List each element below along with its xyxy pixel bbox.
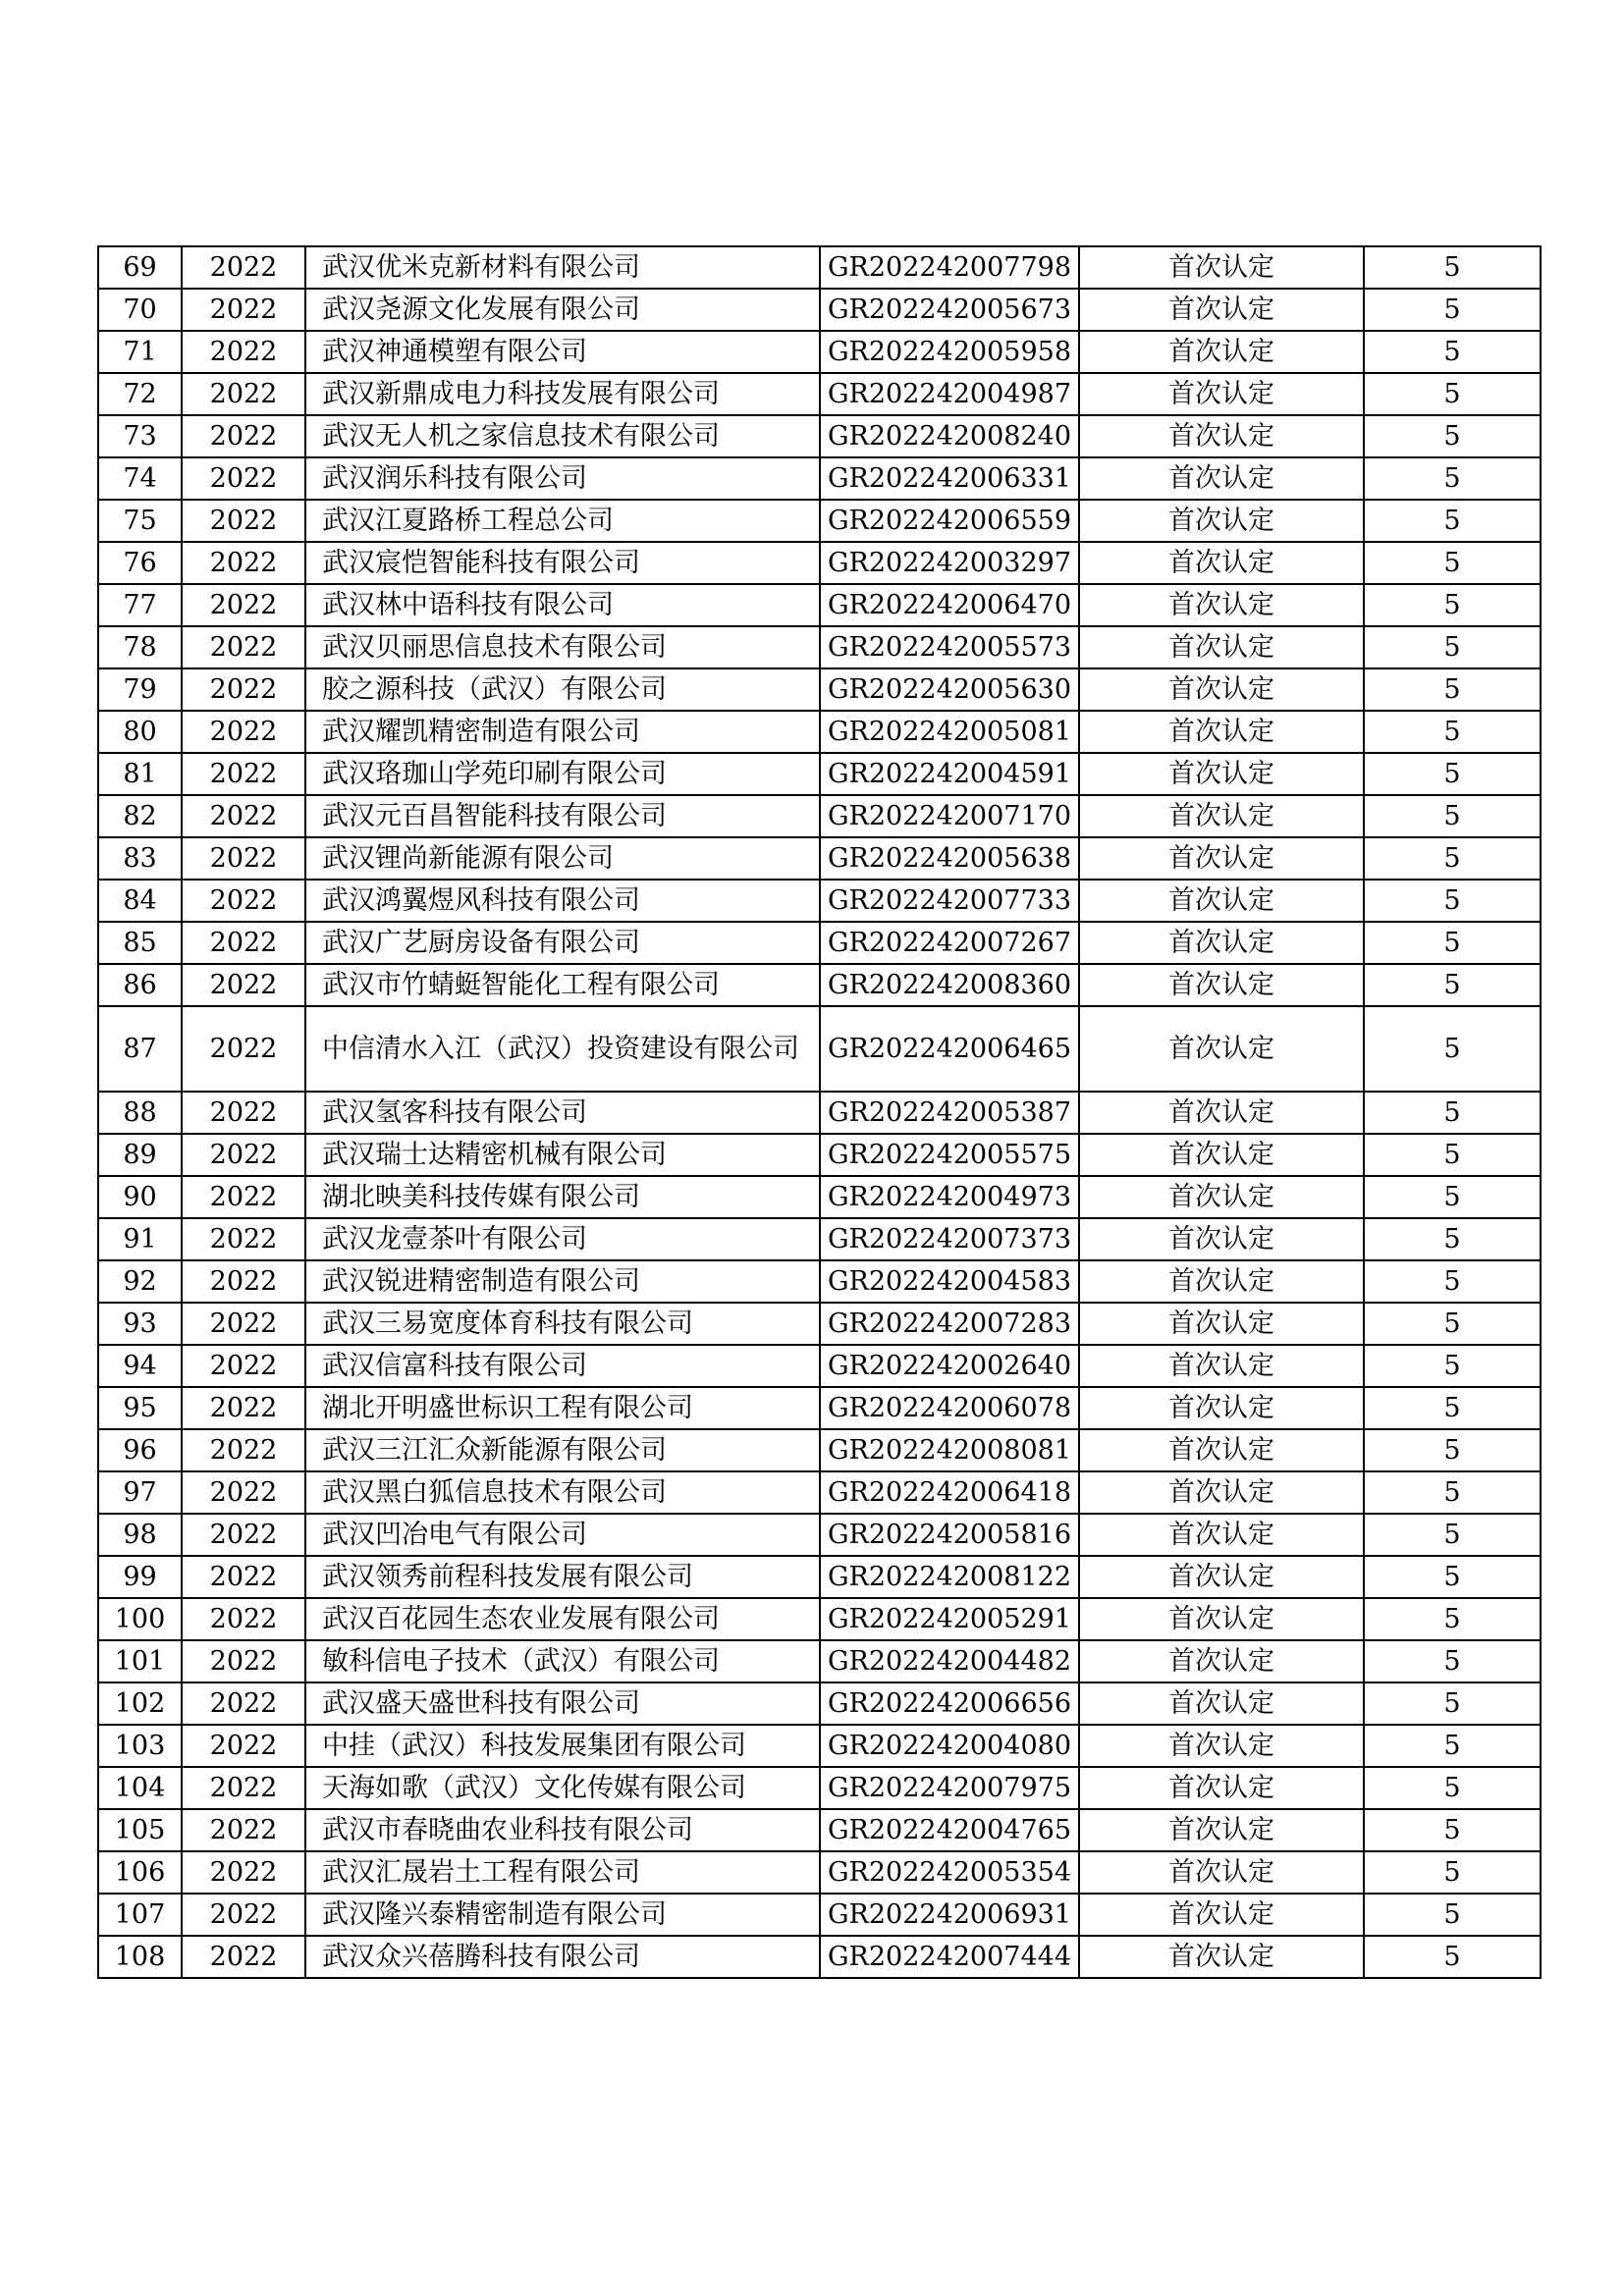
certificate-code-cell: GR202242006078 (820, 1387, 1079, 1429)
year-cell: 2022 (182, 1387, 305, 1429)
year-cell: 2022 (182, 1006, 305, 1092)
row-number-cell: 85 (98, 922, 182, 964)
certification-type-cell: 首次认定 (1079, 373, 1364, 415)
table-row (98, 289, 1541, 331)
count-cell: 5 (1364, 668, 1541, 711)
table-row (98, 1260, 1541, 1303)
certificate-code-cell: GR202242007975 (820, 1767, 1079, 1809)
row-number-cell: 101 (98, 1640, 182, 1682)
count-cell: 5 (1364, 1218, 1541, 1260)
row-number-cell: 107 (98, 1894, 182, 1936)
certification-type-cell: 首次认定 (1079, 795, 1364, 837)
certification-type-cell: 首次认定 (1079, 1556, 1364, 1598)
certificate-code-cell: GR202242006465 (820, 1006, 1079, 1092)
table-row (98, 1471, 1541, 1514)
row-number-cell: 95 (98, 1387, 182, 1429)
row-number-cell: 97 (98, 1471, 182, 1514)
table-row (98, 1936, 1541, 1978)
count-cell: 5 (1364, 1471, 1541, 1514)
table-row (98, 1682, 1541, 1725)
table-row (98, 964, 1541, 1006)
company-name-cell: 武汉三江汇众新能源有限公司 (305, 1429, 820, 1471)
count-cell: 5 (1364, 542, 1541, 584)
row-number-cell: 99 (98, 1556, 182, 1598)
table-row (98, 1598, 1541, 1640)
table-row (98, 1894, 1541, 1936)
count-cell: 5 (1364, 753, 1541, 795)
table-row (98, 1345, 1541, 1387)
count-cell: 5 (1364, 289, 1541, 331)
certificate-code-cell: GR202242004482 (820, 1640, 1079, 1682)
year-cell: 2022 (182, 1260, 305, 1303)
company-name-cell: 武汉瑞士达精密机械有限公司 (305, 1134, 820, 1176)
certificate-code-cell: GR202242006331 (820, 457, 1079, 500)
year-cell: 2022 (182, 1471, 305, 1514)
table-row (98, 668, 1541, 711)
certification-type-cell: 首次认定 (1079, 289, 1364, 331)
table-row (98, 1303, 1541, 1345)
certification-type-cell: 首次认定 (1079, 1598, 1364, 1640)
count-cell: 5 (1364, 1134, 1541, 1176)
company-name-cell: 武汉珞珈山学苑印刷有限公司 (305, 753, 820, 795)
row-number-cell: 73 (98, 415, 182, 457)
year-cell: 2022 (182, 626, 305, 668)
company-name-cell: 湖北映美科技传媒有限公司 (305, 1176, 820, 1218)
certificate-code-cell: GR202242005630 (820, 668, 1079, 711)
row-number-cell: 102 (98, 1682, 182, 1725)
certification-type-cell: 首次认定 (1079, 1851, 1364, 1894)
count-cell: 5 (1364, 331, 1541, 373)
year-cell: 2022 (182, 795, 305, 837)
row-number-cell: 84 (98, 880, 182, 922)
certification-type-cell: 首次认定 (1079, 584, 1364, 626)
year-cell: 2022 (182, 964, 305, 1006)
table-row (98, 1809, 1541, 1851)
company-name-cell: 武汉元百昌智能科技有限公司 (305, 795, 820, 837)
count-cell: 5 (1364, 1429, 1541, 1471)
certification-type-cell: 首次认定 (1079, 500, 1364, 542)
certificate-code-cell: GR202242005673 (820, 289, 1079, 331)
company-name-cell: 武汉贝丽思信息技术有限公司 (305, 626, 820, 668)
certificate-code-cell: GR202242008122 (820, 1556, 1079, 1598)
year-cell: 2022 (182, 1303, 305, 1345)
count-cell: 5 (1364, 1387, 1541, 1429)
year-cell: 2022 (182, 837, 305, 880)
year-cell: 2022 (182, 500, 305, 542)
count-cell: 5 (1364, 711, 1541, 753)
certificate-code-cell: GR202242007798 (820, 246, 1079, 289)
company-name-cell: 武汉黑白狐信息技术有限公司 (305, 1471, 820, 1514)
certification-type-cell: 首次认定 (1079, 1725, 1364, 1767)
count-cell: 5 (1364, 1598, 1541, 1640)
year-cell: 2022 (182, 331, 305, 373)
table-row (98, 753, 1541, 795)
count-cell: 5 (1364, 626, 1541, 668)
year-cell: 2022 (182, 457, 305, 500)
count-cell: 5 (1364, 837, 1541, 880)
year-cell: 2022 (182, 922, 305, 964)
company-name-cell: 武汉无人机之家信息技术有限公司 (305, 415, 820, 457)
certificate-code-cell: GR202242003297 (820, 542, 1079, 584)
certificate-code-cell: GR202242002640 (820, 1345, 1079, 1387)
count-cell: 5 (1364, 457, 1541, 500)
certification-type-cell: 首次认定 (1079, 837, 1364, 880)
certificate-code-cell: GR202242004583 (820, 1260, 1079, 1303)
certificate-code-cell: GR202242007373 (820, 1218, 1079, 1260)
certification-type-cell: 首次认定 (1079, 1936, 1364, 1978)
row-number-cell: 90 (98, 1176, 182, 1218)
certification-type-cell: 首次认定 (1079, 668, 1364, 711)
table-row (98, 1134, 1541, 1176)
count-cell: 5 (1364, 1936, 1541, 1978)
year-cell: 2022 (182, 1092, 305, 1134)
table-row (98, 626, 1541, 668)
row-number-cell: 74 (98, 457, 182, 500)
year-cell: 2022 (182, 246, 305, 289)
year-cell: 2022 (182, 1345, 305, 1387)
count-cell: 5 (1364, 1556, 1541, 1598)
count-cell: 5 (1364, 1176, 1541, 1218)
certificate-code-cell: GR202242007170 (820, 795, 1079, 837)
table-row (98, 542, 1541, 584)
table-row (98, 795, 1541, 837)
table-row (98, 373, 1541, 415)
company-name-cell: 武汉润乐科技有限公司 (305, 457, 820, 500)
table-row (98, 880, 1541, 922)
certificate-code-cell: GR202242005291 (820, 1598, 1079, 1640)
certificate-code-cell: GR202242005354 (820, 1851, 1079, 1894)
certification-type-cell: 首次认定 (1079, 331, 1364, 373)
company-name-cell: 武汉锂尚新能源有限公司 (305, 837, 820, 880)
certificate-code-cell: GR202242006931 (820, 1894, 1079, 1936)
company-name-cell: 武汉锐进精密制造有限公司 (305, 1260, 820, 1303)
table-row (98, 415, 1541, 457)
count-cell: 5 (1364, 795, 1541, 837)
row-number-cell: 81 (98, 753, 182, 795)
year-cell: 2022 (182, 289, 305, 331)
year-cell: 2022 (182, 1514, 305, 1556)
table-row (98, 1640, 1541, 1682)
certificate-code-cell: GR202242005958 (820, 331, 1079, 373)
count-cell: 5 (1364, 1851, 1541, 1894)
count-cell: 5 (1364, 1894, 1541, 1936)
certificate-code-cell: GR202242006559 (820, 500, 1079, 542)
company-name-cell: 武汉领秀前程科技发展有限公司 (305, 1556, 820, 1598)
row-number-cell: 106 (98, 1851, 182, 1894)
certificate-code-cell: GR202242005573 (820, 626, 1079, 668)
row-number-cell: 100 (98, 1598, 182, 1640)
company-name-cell: 武汉优米克新材料有限公司 (305, 246, 820, 289)
certification-type-cell: 首次认定 (1079, 1894, 1364, 1936)
company-name-cell: 武汉盛天盛世科技有限公司 (305, 1682, 820, 1725)
year-cell: 2022 (182, 1218, 305, 1260)
count-cell: 5 (1364, 1345, 1541, 1387)
year-cell: 2022 (182, 711, 305, 753)
company-name-cell: 武汉市竹蜻蜓智能化工程有限公司 (305, 964, 820, 1006)
table-row (98, 1556, 1541, 1598)
table-row (98, 837, 1541, 880)
table-row (98, 457, 1541, 500)
certification-type-cell: 首次认定 (1079, 711, 1364, 753)
company-name-cell: 武汉信富科技有限公司 (305, 1345, 820, 1387)
row-number-cell: 72 (98, 373, 182, 415)
certificate-code-cell: GR202242008240 (820, 415, 1079, 457)
row-number-cell: 91 (98, 1218, 182, 1260)
table-row (98, 1006, 1541, 1092)
company-name-cell: 武汉百花园生态农业发展有限公司 (305, 1598, 820, 1640)
certification-type-cell: 首次认定 (1079, 1303, 1364, 1345)
company-name-cell: 武汉林中语科技有限公司 (305, 584, 820, 626)
company-name-cell: 敏科信电子技术（武汉）有限公司 (305, 1640, 820, 1682)
certification-type-cell: 首次认定 (1079, 457, 1364, 500)
year-cell: 2022 (182, 1851, 305, 1894)
company-name-cell: 武汉神通模塑有限公司 (305, 331, 820, 373)
count-cell: 5 (1364, 1260, 1541, 1303)
company-name-cell: 中信清水入江（武汉）投资建设有限公司 (305, 1006, 820, 1092)
row-number-cell: 89 (98, 1134, 182, 1176)
certification-type-cell: 首次认定 (1079, 1092, 1364, 1134)
table-row (98, 1725, 1541, 1767)
year-cell: 2022 (182, 1725, 305, 1767)
company-name-cell: 武汉尧源文化发展有限公司 (305, 289, 820, 331)
row-number-cell: 96 (98, 1429, 182, 1471)
year-cell: 2022 (182, 668, 305, 711)
certificate-code-cell: GR202242007267 (820, 922, 1079, 964)
row-number-cell: 69 (98, 246, 182, 289)
count-cell: 5 (1364, 1725, 1541, 1767)
count-cell: 5 (1364, 1006, 1541, 1092)
certification-type-cell: 首次认定 (1079, 753, 1364, 795)
company-name-cell: 武汉汇晟岩土工程有限公司 (305, 1851, 820, 1894)
table-row (98, 1767, 1541, 1809)
certification-type-cell: 首次认定 (1079, 964, 1364, 1006)
certificate-code-cell: GR202242005387 (820, 1092, 1079, 1134)
table-row (98, 246, 1541, 289)
count-cell: 5 (1364, 1514, 1541, 1556)
certification-type-cell: 首次认定 (1079, 1006, 1364, 1092)
table-row (98, 1851, 1541, 1894)
certificate-code-cell: GR202242004973 (820, 1176, 1079, 1218)
row-number-cell: 77 (98, 584, 182, 626)
certification-type-cell: 首次认定 (1079, 1767, 1364, 1809)
year-cell: 2022 (182, 1598, 305, 1640)
certificate-code-cell: GR202242007283 (820, 1303, 1079, 1345)
year-cell: 2022 (182, 1936, 305, 1978)
company-name-cell: 天海如歌（武汉）文化传媒有限公司 (305, 1767, 820, 1809)
year-cell: 2022 (182, 542, 305, 584)
year-cell: 2022 (182, 1556, 305, 1598)
certification-type-cell: 首次认定 (1079, 626, 1364, 668)
year-cell: 2022 (182, 1429, 305, 1471)
company-name-cell: 武汉耀凯精密制造有限公司 (305, 711, 820, 753)
certification-type-cell: 首次认定 (1079, 880, 1364, 922)
company-name-cell: 武汉凹冶电气有限公司 (305, 1514, 820, 1556)
table-row (98, 331, 1541, 373)
certification-type-cell: 首次认定 (1079, 1260, 1364, 1303)
year-cell: 2022 (182, 1134, 305, 1176)
table-row (98, 1514, 1541, 1556)
certification-type-cell: 首次认定 (1079, 1176, 1364, 1218)
table-row (98, 1092, 1541, 1134)
year-cell: 2022 (182, 1809, 305, 1851)
certificate-code-cell: GR202242004765 (820, 1809, 1079, 1851)
row-number-cell: 76 (98, 542, 182, 584)
row-number-cell: 80 (98, 711, 182, 753)
company-name-cell: 武汉广艺厨房设备有限公司 (305, 922, 820, 964)
table-row (98, 1176, 1541, 1218)
company-name-cell: 武汉龙壹茶叶有限公司 (305, 1218, 820, 1260)
row-number-cell: 82 (98, 795, 182, 837)
certification-type-cell: 首次认定 (1079, 246, 1364, 289)
row-number-cell: 83 (98, 837, 182, 880)
certification-type-cell: 首次认定 (1079, 542, 1364, 584)
company-name-cell: 武汉隆兴泰精密制造有限公司 (305, 1894, 820, 1936)
count-cell: 5 (1364, 964, 1541, 1006)
company-name-cell: 武汉鸿翼煜风科技有限公司 (305, 880, 820, 922)
row-number-cell: 78 (98, 626, 182, 668)
year-cell: 2022 (182, 1682, 305, 1725)
count-cell: 5 (1364, 1809, 1541, 1851)
row-number-cell: 75 (98, 500, 182, 542)
count-cell: 5 (1364, 246, 1541, 289)
row-number-cell: 71 (98, 331, 182, 373)
table-row (98, 711, 1541, 753)
row-number-cell: 103 (98, 1725, 182, 1767)
year-cell: 2022 (182, 880, 305, 922)
row-number-cell: 86 (98, 964, 182, 1006)
certification-type-cell: 首次认定 (1079, 1809, 1364, 1851)
count-cell: 5 (1364, 584, 1541, 626)
table-body (98, 246, 1541, 1978)
certification-type-cell: 首次认定 (1079, 1134, 1364, 1176)
count-cell: 5 (1364, 1303, 1541, 1345)
company-name-cell: 武汉三易宽度体育科技有限公司 (305, 1303, 820, 1345)
certificate-code-cell: GR202242007733 (820, 880, 1079, 922)
count-cell: 5 (1364, 373, 1541, 415)
certification-type-cell: 首次认定 (1079, 1387, 1364, 1429)
company-name-cell: 武汉宸恺智能科技有限公司 (305, 542, 820, 584)
year-cell: 2022 (182, 373, 305, 415)
year-cell: 2022 (182, 584, 305, 626)
company-name-cell: 武汉氢客科技有限公司 (305, 1092, 820, 1134)
row-number-cell: 98 (98, 1514, 182, 1556)
row-number-cell: 92 (98, 1260, 182, 1303)
certification-type-cell: 首次认定 (1079, 1429, 1364, 1471)
certificate-code-cell: GR202242008360 (820, 964, 1079, 1006)
row-number-cell: 79 (98, 668, 182, 711)
row-number-cell: 93 (98, 1303, 182, 1345)
company-name-cell: 湖北开明盛世标识工程有限公司 (305, 1387, 820, 1429)
row-number-cell: 87 (98, 1006, 182, 1092)
count-cell: 5 (1364, 1640, 1541, 1682)
certification-type-cell: 首次认定 (1079, 1640, 1364, 1682)
row-number-cell: 94 (98, 1345, 182, 1387)
certification-type-cell: 首次认定 (1079, 922, 1364, 964)
certification-type-cell: 首次认定 (1079, 1471, 1364, 1514)
table-row (98, 922, 1541, 964)
row-number-cell: 108 (98, 1936, 182, 1978)
certificate-code-cell: GR202242004080 (820, 1725, 1079, 1767)
certificate-code-cell: GR202242005638 (820, 837, 1079, 880)
certification-type-cell: 首次认定 (1079, 1218, 1364, 1260)
certification-type-cell: 首次认定 (1079, 1345, 1364, 1387)
row-number-cell: 105 (98, 1809, 182, 1851)
year-cell: 2022 (182, 1894, 305, 1936)
certification-type-cell: 首次认定 (1079, 1514, 1364, 1556)
certificate-code-cell: GR202242006418 (820, 1471, 1079, 1514)
certificate-code-cell: GR202242008081 (820, 1429, 1079, 1471)
company-name-cell: 武汉市春晓曲农业科技有限公司 (305, 1809, 820, 1851)
count-cell: 5 (1364, 415, 1541, 457)
certification-type-cell: 首次认定 (1079, 415, 1364, 457)
certificate-code-cell: GR202242005575 (820, 1134, 1079, 1176)
certification-table (97, 245, 1542, 1979)
row-number-cell: 70 (98, 289, 182, 331)
table-row (98, 584, 1541, 626)
row-number-cell: 104 (98, 1767, 182, 1809)
company-name-cell: 中挂（武汉）科技发展集团有限公司 (305, 1725, 820, 1767)
count-cell: 5 (1364, 922, 1541, 964)
company-name-cell: 胶之源科技（武汉）有限公司 (305, 668, 820, 711)
certificate-code-cell: GR202242004591 (820, 753, 1079, 795)
table-row (98, 1429, 1541, 1471)
table-row (98, 1218, 1541, 1260)
table-row (98, 500, 1541, 542)
count-cell: 5 (1364, 500, 1541, 542)
certificate-code-cell: GR202242005081 (820, 711, 1079, 753)
table-row (98, 1387, 1541, 1429)
certificate-code-cell: GR202242005816 (820, 1514, 1079, 1556)
certificate-code-cell: GR202242007444 (820, 1936, 1079, 1978)
count-cell: 5 (1364, 1092, 1541, 1134)
company-name-cell: 武汉江夏路桥工程总公司 (305, 500, 820, 542)
year-cell: 2022 (182, 1176, 305, 1218)
row-number-cell: 88 (98, 1092, 182, 1134)
year-cell: 2022 (182, 753, 305, 795)
count-cell: 5 (1364, 1767, 1541, 1809)
company-name-cell: 武汉新鼎成电力科技发展有限公司 (305, 373, 820, 415)
certificate-code-cell: GR202242004987 (820, 373, 1079, 415)
year-cell: 2022 (182, 415, 305, 457)
certificate-code-cell: GR202242006470 (820, 584, 1079, 626)
count-cell: 5 (1364, 880, 1541, 922)
company-name-cell: 武汉众兴蓓腾科技有限公司 (305, 1936, 820, 1978)
certification-type-cell: 首次认定 (1079, 1682, 1364, 1725)
certificate-code-cell: GR202242006656 (820, 1682, 1079, 1725)
count-cell: 5 (1364, 1682, 1541, 1725)
year-cell: 2022 (182, 1767, 305, 1809)
year-cell: 2022 (182, 1640, 305, 1682)
